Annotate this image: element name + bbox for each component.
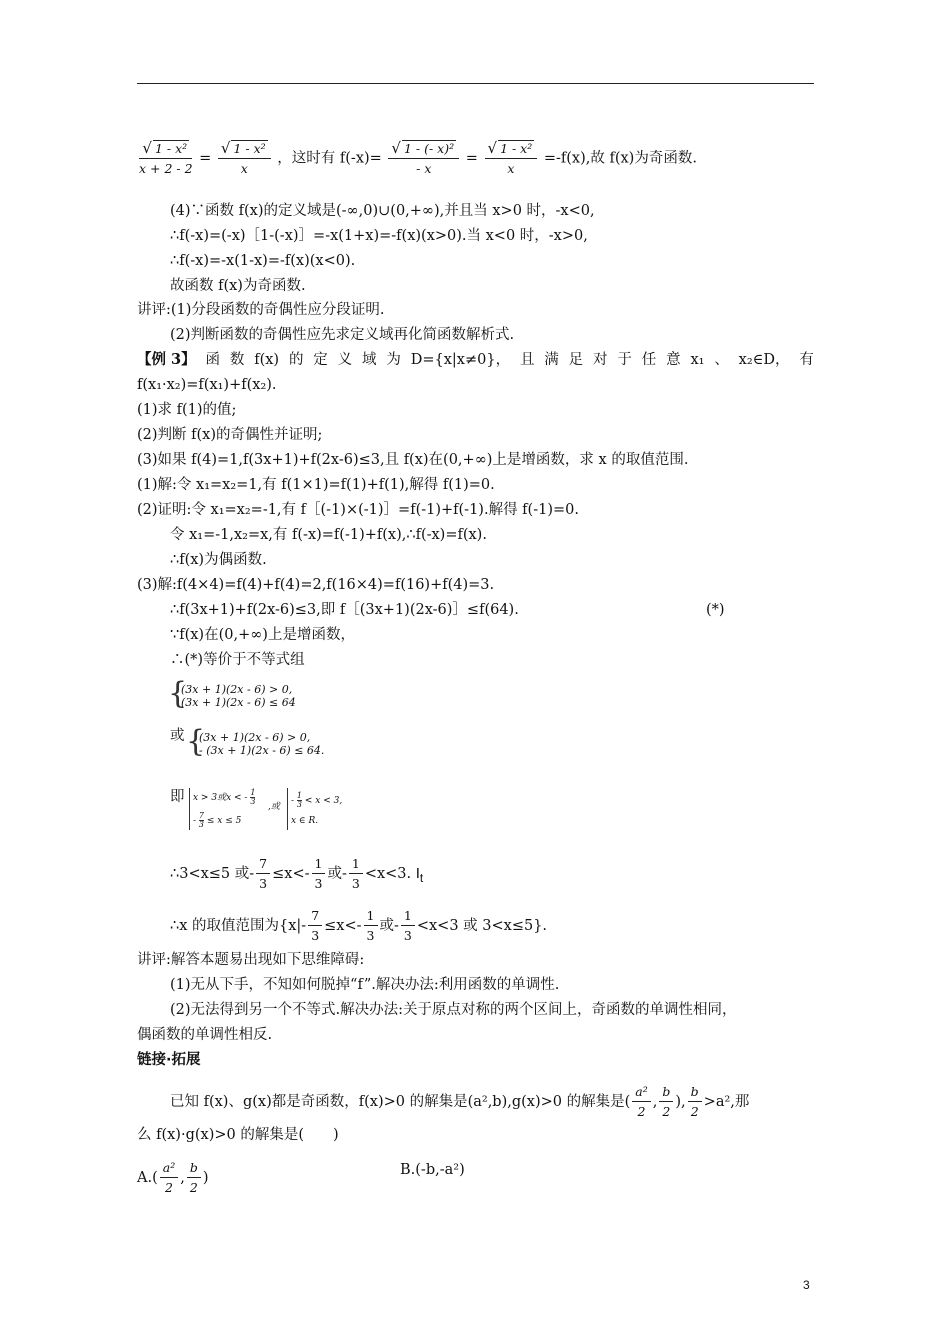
example-3-heading xyxy=(137,350,814,370)
review-line: (1)无从下手，不知如何脱掉“f”.解决办法:利用函数的单调性. xyxy=(170,977,560,993)
problem-text: 已知 f(x)、g(x)都是奇函数，f(x)>0 的解集是(a²,b),g(x)>0 的解集是( $\frac{\text{a²}}{2}$ , $\frac{b}{2}$ ), $\frac{b}{2}$ >a²,那 xyxy=(170,1084,750,1119)
question-2: (2)判断 f(x)的奇偶性并证明; xyxy=(137,427,323,443)
review-line: 偶函数的单调性相反. xyxy=(137,1027,273,1043)
fraction: $\frac{\text{√ 1 - x²}}{x + 2 - 2}$ xyxy=(139,139,193,176)
system-row: x > 3或x < - $\frac{1}{3}$ xyxy=(193,788,256,806)
equation-line-1: $\frac{\text{√ 1 - x²}}{x + 2 - 2}$ = $\frac{\text{√ 1 - x²}}{x}$ ，这时有 f(-x)= $\frac{\text{√ 1 - (- x)²}}{- x}$ = $\frac{\text{√ 1 - x²}}{x}$ =-f(x),故 f(x)为奇函数. xyxy=(139,139,697,176)
solution-1: (1)解:令 x₁=x₂=1,有 f(1×1)=f(1)+f(1),解得 f(1)=0. xyxy=(137,477,495,493)
solution-3b: ∴f(3x+1)+f(2x-6)≤3,即 f［(3x+1)(2x-6)］≤f(64). xyxy=(170,602,519,618)
heading-word: 有 xyxy=(799,352,814,368)
heading-word: x₂∈D， xyxy=(738,352,790,368)
solution-3d: ∴(*)等价于不等式组 xyxy=(170,652,305,668)
heading-word: 定 xyxy=(313,352,328,368)
heading-word: 函 xyxy=(205,352,220,368)
equation-mark: (*) xyxy=(706,602,725,618)
page-number: 3 xyxy=(803,1278,810,1292)
heading-word: 为 xyxy=(386,352,401,368)
system-row: (3x + 1)(2x - 6) ≤ 64 xyxy=(181,696,296,709)
heading-word: x₁ xyxy=(690,352,705,368)
brace: { xyxy=(168,676,188,711)
section-title: 链接·拓展 xyxy=(137,1052,201,1068)
text-line: 故函数 f(x)为奇函数. xyxy=(170,278,306,294)
ji-word: 即 xyxy=(170,789,185,805)
text-line: ∴f(-x)=(-x)［1-(-x)］=-x(1+x)=-f(x)(x>0).当 x<0 时，-x>0, xyxy=(170,228,588,244)
system-row: - (3x + 1)(2x - 6) ≤ 64. xyxy=(199,744,325,757)
heading-word: 对 xyxy=(593,352,608,368)
brace xyxy=(287,788,288,830)
header-rule xyxy=(137,83,814,84)
review-line: 讲评:(1)分段函数的奇偶性应分段证明. xyxy=(137,302,385,318)
text-line: f(x₁·x₂)=f(x₁)+f(x₂). xyxy=(137,377,277,393)
solution-3a: (3)解:f(4×4)=f(4)+f(4)=2,f(16×4)=f(16)+f(4)=3. xyxy=(137,577,495,593)
solution-2a: (2)证明:令 x₁=x₂=-1,有 f［(-1)×(-1)］=f(-1)+f(-1).解得 f(-1)=0. xyxy=(137,502,579,518)
brace: { xyxy=(186,724,206,759)
result-line-2: ∴x 的取值范围为{x|- $\frac{7}{3}$ ≤x<- $\frac{1}{3}$ 或- $\frac{1}{3}$ <x<3 或 3<x≤5}. xyxy=(170,908,548,943)
heading-word: 意 xyxy=(666,352,681,368)
solution-2c: ∴f(x)为偶函数. xyxy=(170,552,267,568)
text-line: ∴f(-x)=-x(1-x)=-f(x)(x<0). xyxy=(170,253,356,269)
heading-word: 义 xyxy=(337,352,353,368)
result-line-1: ∴3<x≤5 或- $\frac{7}{3}$ ≤x<- $\frac{1}{3}$ 或- $\frac{1}{3}$ <x<3. $I_t$ xyxy=(170,856,424,891)
heading-word: D={x|x≠0}， xyxy=(410,352,511,368)
fraction: $\frac{\text{√ 1 - (- x)²}}{- x}$ xyxy=(388,140,459,177)
heading-word: 足 xyxy=(568,352,584,368)
heading-word: 、 xyxy=(714,352,729,368)
review-line: (2)判断函数的奇偶性应先求定义域再化简函数解析式. xyxy=(170,327,515,343)
heading-word: 满 xyxy=(544,352,559,368)
problem-text: 么 f(x)·g(x)>0 的解集是( ) xyxy=(137,1127,339,1143)
or-word: 或 xyxy=(170,728,185,744)
system-row: (3x + 1)(2x - 6) > 0, xyxy=(181,683,293,696)
option-a: A.( $\frac{\text{a²}}{2}$ , $\frac{b}{2}$ ) xyxy=(137,1160,209,1195)
heading-word: 的 xyxy=(288,352,304,368)
heading-word: 数 xyxy=(229,352,245,368)
review-line: (2)无法得到另一个不等式.解决办法:关于原点对称的两个区间上，奇函数的单调性相同， xyxy=(170,1002,737,1018)
review-line: 讲评:解答本题易出现如下思维障碍: xyxy=(137,952,365,968)
heading-word: 域 xyxy=(362,352,377,368)
system-row: x ∈ R. xyxy=(291,816,319,826)
option-b: B.(-b,-a²) xyxy=(400,1162,465,1178)
stray-mark: $I_t$ xyxy=(415,865,424,885)
example-label: 【例 3】 xyxy=(137,351,196,368)
fraction: $\frac{\text{√ 1 - x²}}{x}$ xyxy=(485,140,538,177)
brace xyxy=(189,788,190,830)
solution-3c: ∵f(x)在(0,+∞)上是增函数， xyxy=(170,627,355,643)
fraction: $\frac{\text{√ 1 - x²}}{x}$ xyxy=(218,140,271,177)
question-3: (3)如果 f(4)=1,f(3x+1)+f(2x-6)≤3,且 f(x)在(0,+∞)上是增函数，求 x 的取值范围. xyxy=(137,452,689,468)
system-row: (3x + 1)(2x - 6) > 0, xyxy=(199,731,311,744)
text-line: (4)∵函数 f(x)的定义域是(-∞,0)∪(0,+∞),并且当 x>0 时，-x<0, xyxy=(170,203,595,219)
or-word: ,或 xyxy=(268,802,280,812)
heading-word: 且 xyxy=(519,352,535,368)
system-row: - $\frac{7}{3}$ ≤ x ≤ 5 xyxy=(193,811,242,829)
system-row: - $\frac{1}{3}$ < x < 3, xyxy=(291,791,343,809)
heading-word: 任 xyxy=(641,352,657,368)
question-1: (1)求 f(1)的值; xyxy=(137,402,237,418)
heading-word: 于 xyxy=(617,352,632,368)
solution-2b: 令 x₁=-1,x₂=x,有 f(-x)=f(-1)+f(x),∴f(-x)=f(x). xyxy=(170,527,487,543)
heading-word: f(x) xyxy=(254,352,280,368)
